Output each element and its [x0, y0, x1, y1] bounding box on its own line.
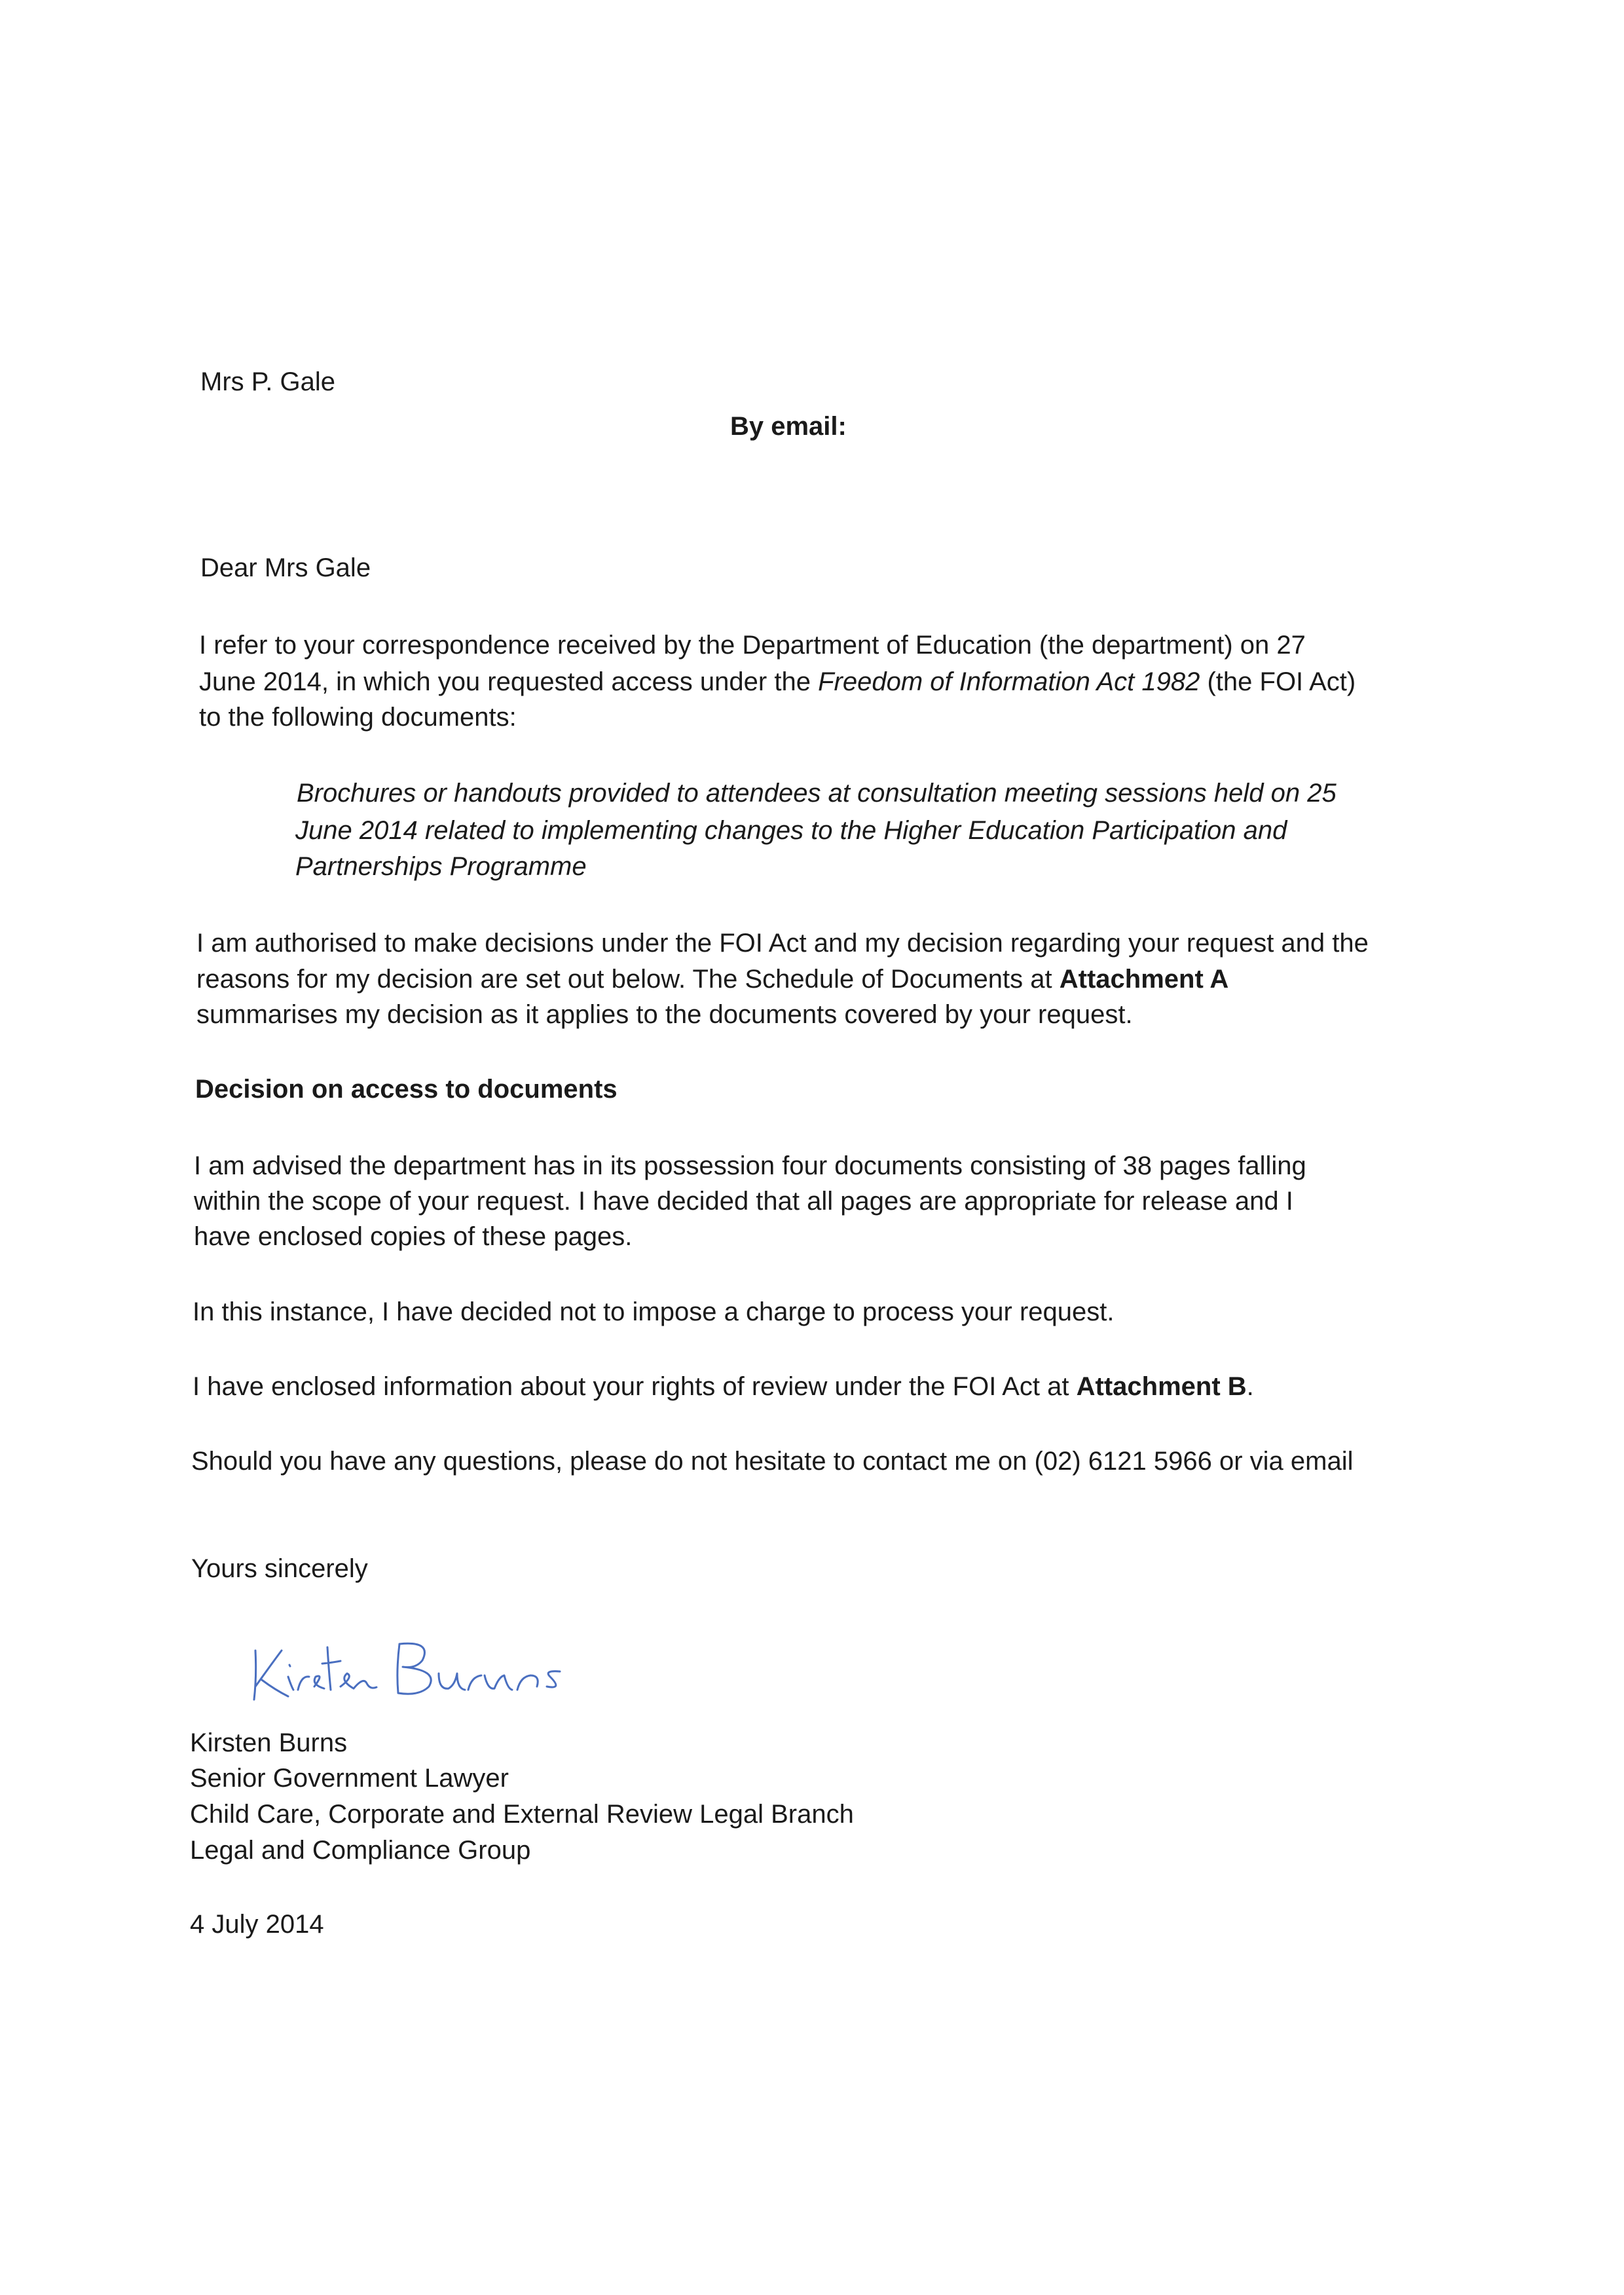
intro-line-2 — [199, 663, 1356, 700]
intro-line-2-text: June 2014, in which you requested access under the — [199, 667, 811, 696]
signature-stroke-irsten — [288, 1647, 377, 1690]
intro-line-1: I refer to your correspondence received by the Department of Education (the department) on 27 — [199, 631, 1306, 660]
closing: Yours sincerely — [191, 1554, 368, 1583]
decision-line-1: I am advised the department has in its possession four documents consisting of 38 pages falling — [194, 1151, 1306, 1180]
authority-line-2-text: reasons for my decision are set out below. The Schedule of Documents at — [196, 965, 1052, 994]
decision-line-2: within the scope of your request. I have decided that all pages are appropriate for release and I — [194, 1187, 1293, 1216]
request-quote-line-2: June 2014 related to implementing changes to the Higher Education Participation and — [295, 816, 1287, 845]
handwritten-signature — [242, 1624, 583, 1709]
recipient-name: Mrs P. Gale — [200, 367, 335, 396]
attachment-b-ref: Attachment B — [1076, 1372, 1247, 1401]
signatory-name: Kirsten Burns — [190, 1728, 348, 1757]
signatory-title: Senior Government Lawyer — [190, 1764, 509, 1793]
review-statement — [193, 1368, 1254, 1405]
request-quote-line-1: Brochures or handouts provided to attendees at consultation meeting sessions held on 25 — [297, 779, 1337, 808]
review-suffix: . — [1246, 1372, 1254, 1401]
signatory-group: Legal and Compliance Group — [190, 1836, 531, 1865]
act-suffix: (the FOI Act) — [1207, 667, 1356, 696]
decision-line-3: have enclosed copies of these pages. — [194, 1222, 633, 1251]
request-quote-line-3: Partnerships Programme — [295, 852, 587, 881]
signature-stroke-k — [254, 1651, 288, 1700]
charge-statement: In this instance, I have decided not to impose a charge to process your request. — [193, 1297, 1115, 1326]
signature-stroke-urns — [439, 1671, 560, 1690]
authority-line-1: I am authorised to make decisions under the FOI Act and my decision regarding your request and the — [196, 929, 1369, 958]
delivery-method: By email: — [730, 412, 847, 441]
attachment-a-ref: Attachment A — [1059, 965, 1229, 994]
letter-date: 4 July 2014 — [190, 1910, 324, 1939]
contact-statement: Should you have any questions, please do not hesitate to contact me on (02) 6121 5966 or via email — [191, 1447, 1354, 1476]
intro-line-3: to the following documents: — [199, 703, 517, 732]
signatory-branch: Child Care, Corporate and External Review Legal Branch — [190, 1800, 854, 1829]
signature-stroke-b — [397, 1643, 431, 1694]
authority-line-2 — [196, 961, 1228, 998]
act-name: Freedom of Information Act 1982 — [818, 667, 1200, 696]
salutation: Dear Mrs Gale — [200, 553, 371, 582]
authority-line-3: summarises my decision as it applies to the documents covered by your request. — [196, 1000, 1133, 1029]
decision-heading: Decision on access to documents — [195, 1075, 618, 1104]
review-text: I have enclosed information about your rights of review under the FOI Act at — [193, 1372, 1069, 1401]
